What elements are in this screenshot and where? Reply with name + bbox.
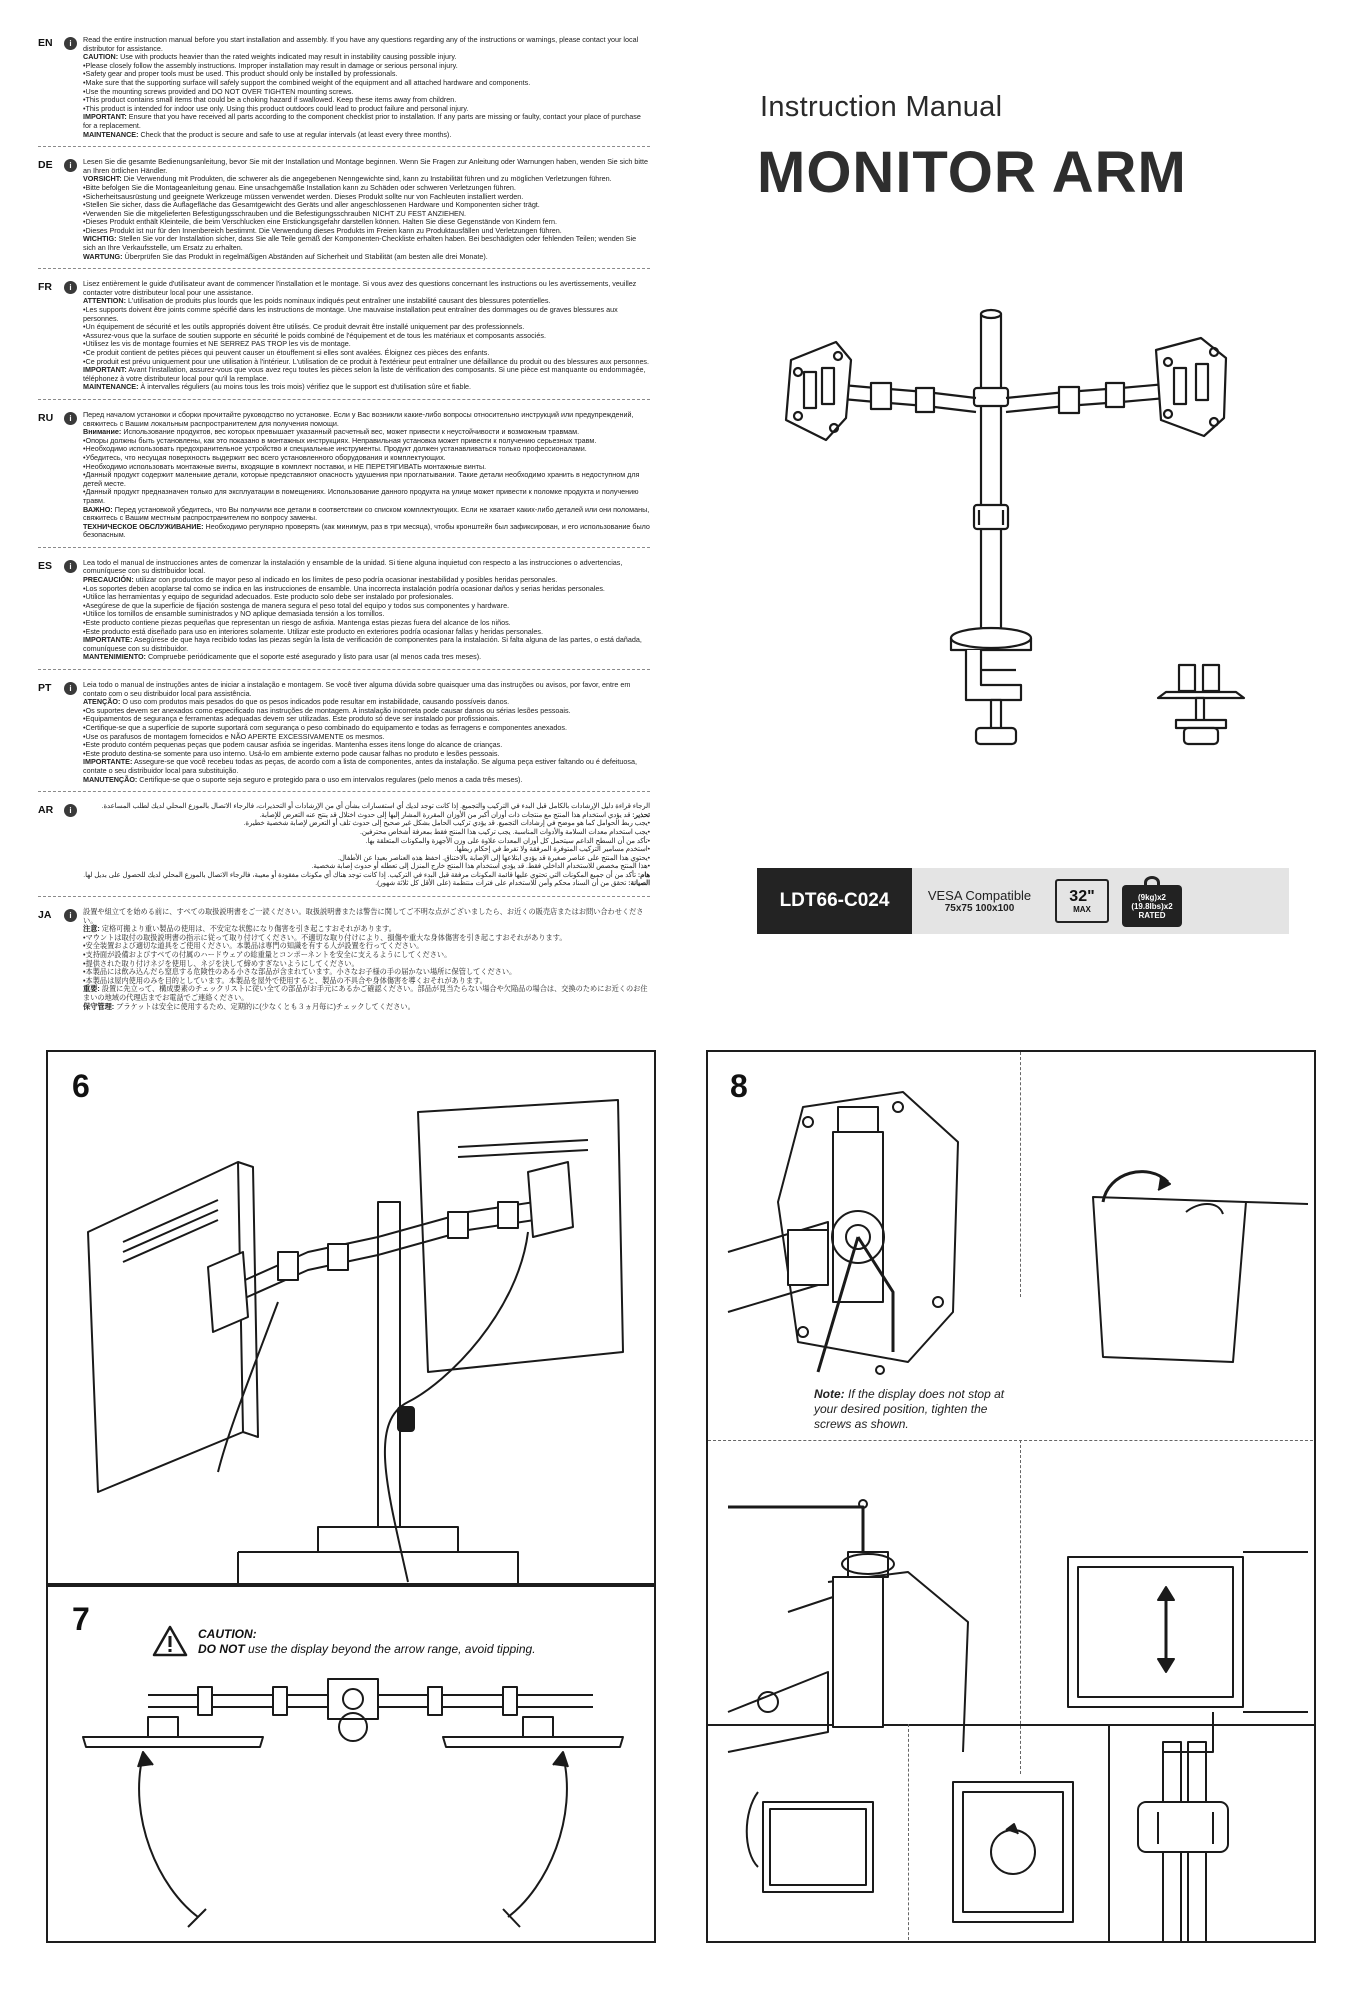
warning-line-text: Данный продукт содержит маленькие детали, которые представляют опасность удушения при проглатывании. Такие детали необходимо хранить в недоступном для детей месте. bbox=[83, 470, 640, 488]
warning-text bbox=[83, 681, 650, 784]
warning-block-ru bbox=[38, 407, 650, 548]
warning-line bbox=[83, 559, 650, 576]
warning-line-text: Os suportes devem ser anexados como especificado nas instruções de montagem. A instalação incorreta pode causar danos ou sérias lesões pessoais. bbox=[85, 705, 571, 715]
warning-line-label: MANUTENÇÃO: bbox=[83, 774, 138, 784]
step-6-panel bbox=[46, 1050, 656, 1585]
warning-line-text: Lea todo el manual de instrucciones antes de comenzar la instalación y ensamble de la unidad. Si tiene alguna inquietud con respecto a las instrucciones o advertencias, comuníquese con su distribuidor local. bbox=[83, 557, 623, 576]
warning-block-fr bbox=[38, 276, 650, 400]
warning-line bbox=[83, 253, 650, 262]
vesa-sizes: 75x75 100x100 bbox=[944, 903, 1015, 914]
step-number: 6 bbox=[72, 1068, 90, 1104]
warning-line-text: Asegúrese de que haya recibido todas las piezas según la lista de verificación de componentes para la instalación. Si falta alguna de las partes, o está dañada, comuníquese con su distribuidor. bbox=[83, 635, 642, 653]
warning-line bbox=[83, 306, 650, 323]
warning-line-label: MANTENIMIENTO: bbox=[83, 652, 146, 662]
vesa-spec bbox=[912, 868, 1047, 934]
warning-text bbox=[83, 158, 650, 261]
warning-line-text: Este producto contiene piezas pequeñas que representan un riesgo de asfixia. Mantenga estas piezas fuera del alcance de los niños. bbox=[85, 618, 511, 628]
warning-block-en bbox=[38, 32, 650, 147]
manual-book-icon: i bbox=[64, 37, 77, 50]
note-label: Note: bbox=[814, 1387, 845, 1401]
language-code: FR bbox=[38, 281, 52, 294]
warning-line-text: يحتوي هذا المنتج على عناصر صغيرة قد يؤدي ابتلاعها إلى الإصابة بالاختناق. احفظ هذه العناصر بعيدا عن الأطفال. bbox=[337, 854, 648, 862]
manual-book-icon: i bbox=[64, 159, 77, 172]
warning-line-label: تحذير: bbox=[632, 811, 650, 819]
warning-line-text: Bitte befolgen Sie die Montageanleitung genau. Eine unsachgemäße Installation kann zu Schäden oder schweren Verletzungen führen. bbox=[85, 182, 516, 192]
warning-line bbox=[83, 235, 650, 252]
warning-line-text: Este produto contém pequenas peças que podem causar asfixia se ingeridas. Mantenha esses itens longe do alcance de crianças. bbox=[85, 740, 503, 750]
warning-line-text: Опоры должны быть установлены, как это показано в монтажных инструкциях. Неправильная установка может привести к получению серьезных травм. bbox=[85, 435, 597, 445]
warning-line bbox=[83, 36, 650, 53]
manual-book-icon: i bbox=[64, 682, 77, 695]
warning-line-text: تأكد من أن جميع المكونات التي تحتوي عليها قائمة المكونات مرفقة قبل البدء في التركيب. إذا كانت توجد هناك أي مكونات مفقودة أو معيبة، فالرجاء الاتصال بالموزع المحلي لديك للحصول على بديل لها. bbox=[83, 871, 638, 879]
warning-line bbox=[83, 820, 650, 829]
warning-line-text: تأكد من أن السطح الداعم سيتحمل كل أوزان المعدات علاوة على وزن الأجهزة والمكونات المتعلقة بها. bbox=[365, 837, 648, 845]
warning-text bbox=[83, 908, 650, 1011]
warning-text bbox=[83, 411, 650, 540]
warning-line-label: ВАЖНО: bbox=[83, 504, 113, 514]
warning-line-label: Внимание: bbox=[83, 427, 122, 437]
warning-line-text: Убедитесь, что несущая поверхность выдержит вес всего установленного оборудования и комплектующих. bbox=[85, 452, 446, 462]
warning-line bbox=[83, 523, 650, 540]
warning-line-label: WICHTIG: bbox=[83, 234, 117, 244]
warning-line-text: Данный продукт предназначен только для эксплуатации в помещениях. Использование данного продукта на улице может привести к поломке продукта и получению травм. bbox=[83, 487, 639, 505]
step-8-illustration bbox=[708, 1052, 1316, 1943]
warning-line bbox=[83, 506, 650, 523]
warning-line-text: يجب استخدام معدات السلامة والأدوات المناسبة. يجب تركيب هذا المنتج فقط بمعرفة أشخاص محترفين. bbox=[360, 828, 648, 836]
warning-line-text: قد يؤدي استخدام هذا المنتج مع منتجات ذات أوزان أكبر من الأوزان المقررة المشار إليها إلى حدوث اختلال قد ينتج عنه التعرض للإصابة. bbox=[259, 811, 633, 819]
warning-line bbox=[83, 383, 650, 392]
warning-line-text: Asegúrese de que la superficie de fijación sostenga de manera segura el peso total del equipo y todos sus componentes y hardware. bbox=[85, 600, 510, 610]
warning-line-text: Make sure that the supporting surface will safely support the combined weight of the equipment and all attached hardware and components. bbox=[85, 77, 531, 87]
warning-line-text: Stellen Sie sicher, dass die Auflagefläche das Gesamtgewicht des Geräts und aller angeschlossenen Hardware und Komponenten sicher trägt. bbox=[85, 200, 540, 210]
warning-line-text: Dieses Produkt enthält Kleinteile, die beim Verschlucken eine Erstickungsgefahr darstellen können. Halten Sie diese Gegenstände von Kindern fern. bbox=[85, 217, 557, 227]
warning-line bbox=[83, 158, 650, 175]
warning-line-text: 設置や組立てを始める前に、すべての取扱説明書をご一読ください。取扱説明書または警告に関してご不明な点がございましたら、お近くの販売店またはお問い合わせください。 bbox=[83, 907, 644, 925]
warning-line-text: Lesen Sie die gesamte Bedienungsanleitung, bevor Sie mit der Installation und Montage beginnen. Wenn Sie Fragen zur Anleitung oder Warnungen haben, wenden Sie sich bitte an Ihren örtlichen Händler. bbox=[83, 157, 648, 175]
max-size-value: 32" bbox=[1069, 887, 1095, 905]
warning-line-label: MAINTENANCE: bbox=[83, 129, 139, 139]
multilingual-warnings bbox=[38, 32, 650, 1025]
warning-line-label: MAINTENANCE: bbox=[83, 382, 139, 392]
warning-line-label: 注意: bbox=[83, 924, 100, 934]
max-size-spec bbox=[1047, 868, 1117, 934]
warning-line bbox=[83, 681, 650, 698]
warning-line bbox=[83, 280, 650, 297]
note-text: If the display does not stop at your desired position, tighten the screws as shown. bbox=[814, 1387, 1005, 1431]
warning-line-text: utilizar con productos de mayor peso al indicado en los límites de peso podría ocasionar inestabilidad y posibles heridas personales. bbox=[133, 575, 558, 585]
warning-line-text: O uso com produtos mais pesados do que os pesos indicados pode resultar em instabilidade, causando possíveis danos. bbox=[120, 697, 510, 707]
language-code: EN bbox=[38, 37, 53, 49]
weight-spec bbox=[1117, 868, 1187, 934]
step-7-illustration bbox=[48, 1587, 656, 1943]
warning-line-text: Dieses Produkt ist nur für den Innenbereich bestimmt. Die Verwendung dieses Produkts im Freien kann zu Produktausfällen und Verletzungen führen. bbox=[85, 225, 562, 235]
warning-line-label: 重要: bbox=[83, 984, 100, 994]
warning-line-text: L'utilisation de produits plus lourds que les poids nominaux indiqués peut entraîner une instabilité causant des blessures potentielles. bbox=[125, 296, 551, 306]
warning-line-text: Please closely follow the assembly instructions. Improper installation may result in damage or serious personal injury. bbox=[85, 60, 458, 70]
warning-block-es bbox=[38, 555, 650, 670]
warning-line-text: 支持面が設備およびすべての付属のハードウェアの総重量とコンポーネントを安全に支えるようにしてください。 bbox=[85, 950, 452, 960]
manual-book-icon: i bbox=[64, 560, 77, 573]
model-number: LDT66-C024 bbox=[757, 868, 912, 934]
warning-line bbox=[83, 829, 650, 838]
warning-line-text: Safety gear and proper tools must be used. This product should only be installed by professionals. bbox=[85, 69, 398, 79]
warning-line-text: Use the mounting screws provided and DO NOT OVER TIGHTEN mounting screws. bbox=[85, 86, 354, 96]
language-code: AR bbox=[38, 804, 54, 817]
warning-line bbox=[83, 880, 650, 889]
manual-book-icon: i bbox=[64, 412, 77, 425]
warning-line-label: IMPORTANT: bbox=[83, 365, 127, 375]
spec-bar bbox=[757, 868, 1289, 934]
vesa-label: VESA Compatible bbox=[927, 888, 1032, 903]
warning-line-text: يجب ربط الحوامل كما هو موضح في إرشادات التجميع. قد يؤدي تركيب الحامل بشكل غير صحيح إلى حدوث تلف أو التعرض لإصابة شخصية خطيرة. bbox=[243, 820, 648, 828]
weight-kg: (9kg)x2 bbox=[1137, 892, 1166, 902]
warning-line-text: الرجاء قراءة دليل الإرشادات بالكامل قبل البدء في التركيب والتجميع. إذا كانت توجد لديك أي استفسارات بشأن أي من الإرشادات أو التحذيرات، فالرجاء الاتصال بالموزع المحلي لديك لطلب المساعدة. bbox=[101, 803, 650, 811]
weight-lbs: (19.8lbs)x2 bbox=[1131, 901, 1173, 911]
warning-block-ja bbox=[38, 904, 650, 1018]
warning-line-text: Equipamentos de segurança e ferramentas adequadas devem ser utilizadas. Este produto só deve ser instalado por profissionais. bbox=[85, 714, 500, 724]
max-size-label: MAX bbox=[1073, 904, 1091, 914]
warning-line-text: Este produto destina-se somente para uso interno. Usá-lo em ambiente externo pode causar falhas no produto e lesões pessoais. bbox=[85, 748, 500, 758]
warning-line-text: Leia todo o manual de instruções antes de iniciar a instalação e montagem. Se você tiver alguma dúvida sobre quaisquer uma das instruções ou avisos, por favor, entre em contato com o seu distribuidor local para assistência. bbox=[83, 680, 631, 698]
warning-line-label: هام: bbox=[637, 871, 650, 879]
warning-line bbox=[83, 776, 650, 785]
manual-subtitle: Instruction Manual bbox=[760, 91, 1003, 123]
step-6-illustration bbox=[48, 1052, 656, 1585]
warning-line-text: Read the entire instruction manual before you start installation and assembly. If you have any questions regarding any of the instructions or warnings, please contact your local distributor for assistance. bbox=[83, 35, 639, 53]
warning-line-label: CAUTION: bbox=[83, 52, 119, 62]
warning-line-text: استخدم مسامير التركيب المتوفرة المرفقة ولا تفرط في إحكام ربطها. bbox=[454, 846, 648, 854]
warning-line-label: WARTUNG: bbox=[83, 251, 123, 261]
warning-line-text: Utilice los tornillos de ensamble suministrados y NO aplique demasiada tensión a los tornillos. bbox=[85, 609, 385, 619]
caution-body: use the display beyond the arrow range, avoid tipping. bbox=[244, 1642, 536, 1656]
language-code: ES bbox=[38, 559, 53, 572]
warning-line-label: IMPORTANTE: bbox=[83, 757, 133, 767]
language-code: RU bbox=[38, 411, 54, 424]
weight-icon bbox=[1120, 875, 1184, 927]
warning-line-text: Использование продуктов, вес которых превышает указанный расчетный вес, может привести к неустойчивости и возможным травмам. bbox=[121, 427, 580, 437]
caution-title: CAUTION: bbox=[198, 1627, 257, 1641]
warning-line-text: Use os parafusos de montagem fornecidos e NÃO APERTE EXCESSIVAMENTE os mesmos. bbox=[85, 731, 385, 741]
step-number: 8 bbox=[730, 1068, 748, 1104]
language-code: JA bbox=[38, 909, 52, 922]
warning-line-text: Перед установкой убедитесь, что Вы получили все детали в соответствии со списком комплектующих. Если не хватает каких-либо деталей или они поломаны, свяжитесь с Вашим местным распространителем по вопросу замены. bbox=[83, 504, 650, 523]
warning-line-label: ТЕХНИЧЕСКОЕ ОБСЛУЖИВАНИЕ: bbox=[83, 521, 204, 531]
warning-line bbox=[83, 855, 650, 864]
warning-line-text: This product is intended for indoor use only. Using this product outdoors could lead to product failure and personal injury. bbox=[85, 103, 469, 113]
warning-line-text: هذا المنتج مخصص للاستخدام الداخلي فقط. قد يؤدي استخدام هذا المنتج خارج المنزل إلى تعطله أو حدوث إصابة شخصية. bbox=[311, 863, 648, 871]
warning-line bbox=[83, 471, 650, 488]
warning-line-text: Необходимо использовать монтажные винты, входящие в комплект поставки, и НЕ ПЕРЕТЯГИВАТЬ монтажные винты. bbox=[85, 461, 487, 471]
warning-line-text: 本製品は屋内使用のみを目的としています。本製品を屋外で使用すると、製品の不具合や身体傷害を導くおそれがあります。 bbox=[85, 975, 487, 985]
warning-line-text: Los soportes deben acoplarse tal como se indica en las instrucciones de ensamble. Una incorrecta instalación podría ocasionar daños y serias heridas personales. bbox=[85, 583, 605, 593]
warning-line-text: Assurez-vous que la surface de soutien supporte en sécurité le poids combiné de l'équipement et de tous les matériaux et composants associés. bbox=[85, 330, 546, 340]
warning-line-text: Необходимо использовать предохранительное устройство и специальные инструменты. Продукт должен устанавливаться только профессионалами. bbox=[85, 444, 587, 454]
warning-line-label: PRECAUCIÓN: bbox=[83, 575, 134, 585]
warning-block-pt bbox=[38, 677, 650, 792]
warning-line-text: ブラケットは安全に使用するため、定期的に(少なくとも３ヵ月毎に)チェックしてください。 bbox=[114, 1001, 415, 1011]
warning-line bbox=[83, 863, 650, 872]
language-code: PT bbox=[38, 682, 52, 694]
warning-line-label: ATENÇÃO: bbox=[83, 697, 121, 707]
step-8-panel bbox=[706, 1050, 1316, 1943]
warning-line bbox=[83, 908, 650, 925]
warning-line-text: Die Verwendung mit Produkten, die schwerer als die angegebenen Nenngewichte sind, kann zu Instabilität führen und zu möglichen Verletzungen führen. bbox=[121, 174, 612, 184]
warning-line-text: Utilice las herramientas y equipo de seguridad adecuados. Este producto solo debe ser instalado por profesionales. bbox=[85, 592, 454, 602]
warning-line-text: Überprüfen Sie das Produkt in regelmäßigen Abständen auf Sicherheit und Stabilität (am besten alle drei Monate). bbox=[122, 251, 488, 261]
warning-line-text: Ensure that you have received all parts according to the component checklist prior to installation. If any parts are missing or faulty, contact your place of purchase for a replacement. bbox=[83, 112, 641, 130]
warning-line-text: 設置に先立って、構成要素のチェックリストに従い全ての部品がお手元にあるかご確認ください。部品が見当たらない場合や欠陥品の場合は、交換のためにお近くのお住まいの地域の代理店までお電話でご連絡ください。 bbox=[83, 984, 648, 1002]
warning-line-label: 保守管理: bbox=[83, 1001, 115, 1011]
warning-line bbox=[83, 985, 650, 1002]
product-illustration bbox=[776, 300, 1296, 760]
warning-line-text: Les supports doivent être joints comme spécifié dans les instructions de montage. Une mauvaise installation peut entraîner des dommages ou de graves blessures aux personnes. bbox=[83, 305, 618, 323]
warning-line-label: الصيانة: bbox=[628, 880, 650, 888]
monitor-icon bbox=[1055, 879, 1109, 923]
warning-line-label: VORSICHT: bbox=[83, 174, 122, 184]
warning-line-text: Check that the product is secure and safe to use at regular intervals (at least every three months). bbox=[138, 129, 452, 139]
warning-block-ar bbox=[38, 799, 650, 897]
warning-line-text: Перед началом установки и сборки прочитайте руководство по установке. Если у Вас возникли какие-либо вопросы относительно инструкций или предупреждений, свяжитесь с Вашим локальным распространителем для получения помощи. bbox=[83, 409, 634, 428]
warning-line-text: Необходимо регулярно проверять (как минимум, раз в три месяца), чтобы кронштейн был зафиксирован, и его использование было безопасным. bbox=[83, 521, 650, 540]
warning-line-text: Un équipement de sécurité et les outils appropriés doivent être utilisés. Ce produit devrait être installé uniquement par des professionnels. bbox=[85, 322, 525, 332]
warning-line-label: ATTENTION: bbox=[83, 296, 126, 306]
warning-line-text: Utilisez les vis de montage fournies et NE SERREZ PAS TROP les vis de montage. bbox=[85, 339, 351, 349]
warning-line bbox=[83, 758, 650, 775]
warning-line bbox=[83, 131, 650, 140]
warning-line bbox=[83, 113, 650, 130]
warning-line-text: Avant l'installation, assurez-vous que vous avez reçu toutes les pièces selon la liste de vérification des composants. Si une pièce est manquante ou endommagée, téléphonez à votre distributeur local pour qu'il la remplace. bbox=[83, 365, 646, 383]
warning-text bbox=[83, 803, 650, 889]
warning-line-text: Este producto está diseñado para uso en interiores solamente. Utilizar este producto en exteriores podría ocasionar fallas y heridas personales. bbox=[85, 626, 543, 636]
warning-text bbox=[83, 36, 650, 139]
weight-rated: RATED bbox=[1138, 910, 1166, 920]
warning-line-text: This product contains small items that could be a choking hazard if swallowed. Keep these items away from children. bbox=[85, 95, 457, 105]
warning-line-text: Compruebe periódicamente que el soporte esté asegurado y listo para usar (al menos cada tres meses). bbox=[145, 652, 482, 662]
warning-line bbox=[83, 411, 650, 428]
warning-line bbox=[83, 846, 650, 855]
warning-line-text: Stellen Sie vor der Installation sicher, dass Sie alle Teile gemäß der Komponenten-Checkliste erhalten haben. Bei beschädigten oder fehlenden Teilen; wenden Sie sich an Ihre Verkaufsstelle, um Ersatz zu erhalten. bbox=[83, 234, 637, 253]
warning-line-text: تحقق من أن السناد محكم وآمن للاستخدام على فترات منتظمة (على الأقل كل ثلاثة شهور). bbox=[375, 880, 629, 888]
warning-line bbox=[83, 636, 650, 653]
warning-line-label: IMPORTANT: bbox=[83, 112, 127, 122]
warning-line-text: Ce produit est prévu uniquement pour une utilisation à l'intérieur. L'utilisation de ce produit à l'extérieur peut entraîner une défaillance du produit ou des blessures aux personnes. bbox=[85, 356, 650, 366]
language-code: DE bbox=[38, 159, 53, 172]
step-number: 7 bbox=[72, 1601, 90, 1637]
warning-line-text: Ce produit contient de petites pièces qui peuvent causer un étouffement si elles sont avalées. Éloignez ces pièces des enfants. bbox=[85, 348, 490, 357]
warning-line-text: Sicherheitsausrüstung und geeignete Werkzeuge müssen verwendet werden. Dieses Produkt sollte nur von Fachleuten installiert werden. bbox=[85, 191, 524, 201]
warning-line bbox=[83, 653, 650, 662]
warning-line-text: 提供された取り付けネジを使用し、ネジを決して締めすぎないようにしてください。 bbox=[85, 958, 359, 968]
product-title: MONITOR ARM bbox=[757, 140, 1187, 205]
warning-line-text: Assegure-se que você recebeu todas as peças, de acordo com a lista de componentes, antes da instalação. Se alguma peça estiver faltando ou é defeituosa, contate o seu distribuidor local para substituição. bbox=[83, 757, 638, 775]
warning-line-text: Lisez entièrement le guide d'utilisateur avant de commencer l'installation et le montage. Si vous avez des questions concernant les instructions ou les avertissements, veuillez contacter votre distributeur local pour une assistance. bbox=[83, 279, 637, 297]
warning-line-text: Verwenden Sie die mitgelieferten Befestigungsschrauben und die Befestigungsschrauben NICHT ZU FEST ANZIEHEN. bbox=[85, 208, 467, 218]
warning-line-text: マウントは取付の取扱説明書の指示に従って取り付けてください。不適切な取り付けにより、損傷や重大な身体傷害を引き起こすおそれがあります。 bbox=[85, 932, 567, 942]
warning-text bbox=[83, 559, 650, 662]
warning-block-de bbox=[38, 154, 650, 269]
caution-bold: DO NOT bbox=[198, 1642, 245, 1656]
manual-book-icon: i bbox=[64, 804, 77, 817]
warning-line bbox=[83, 803, 650, 812]
warning-line bbox=[83, 488, 650, 505]
step-7-panel bbox=[46, 1585, 656, 1943]
warning-line-text: Certifique-se que o suporte seja seguro e protegido para o uso em intervalos regulares (pelo menos a cada três meses). bbox=[137, 774, 523, 784]
warning-line-label: IMPORTANTE: bbox=[83, 635, 133, 645]
manual-book-icon: i bbox=[64, 281, 77, 294]
warning-text bbox=[83, 280, 650, 392]
manual-book-icon: i bbox=[64, 909, 77, 922]
warning-line bbox=[83, 1003, 650, 1012]
warning-line-text: 安全装置および適切な道具をご使用ください。本製品は専門の知識を有する人が設置を行ってください。 bbox=[85, 941, 424, 951]
warning-line-text: 定格可搬より重い製品の使用は、不安定な状態になり傷害を引き起こすおそれがあります。 bbox=[99, 924, 396, 934]
warning-line-text: Use with products heavier than the rated weights indicated may result in instability causing possible injury. bbox=[118, 52, 457, 62]
warning-line bbox=[83, 838, 650, 847]
warning-line-text: À intervalles réguliers (au moins tous les trois mois) vérifiez que le support est d'utilisation sûre et fiable. bbox=[138, 382, 472, 392]
warning-line-text: 本製品には飲み込んだら窒息する危険性のある小さな部品が含まれています。小さなお子様の手の届かない場所に保管してください。 bbox=[85, 967, 517, 977]
warning-line bbox=[83, 366, 650, 383]
warning-line-text: Certifique-se que a superfície de suporte suportará com segurança o peso combinado do equipamento e todas as ferragens e componentes anexados. bbox=[85, 722, 567, 732]
